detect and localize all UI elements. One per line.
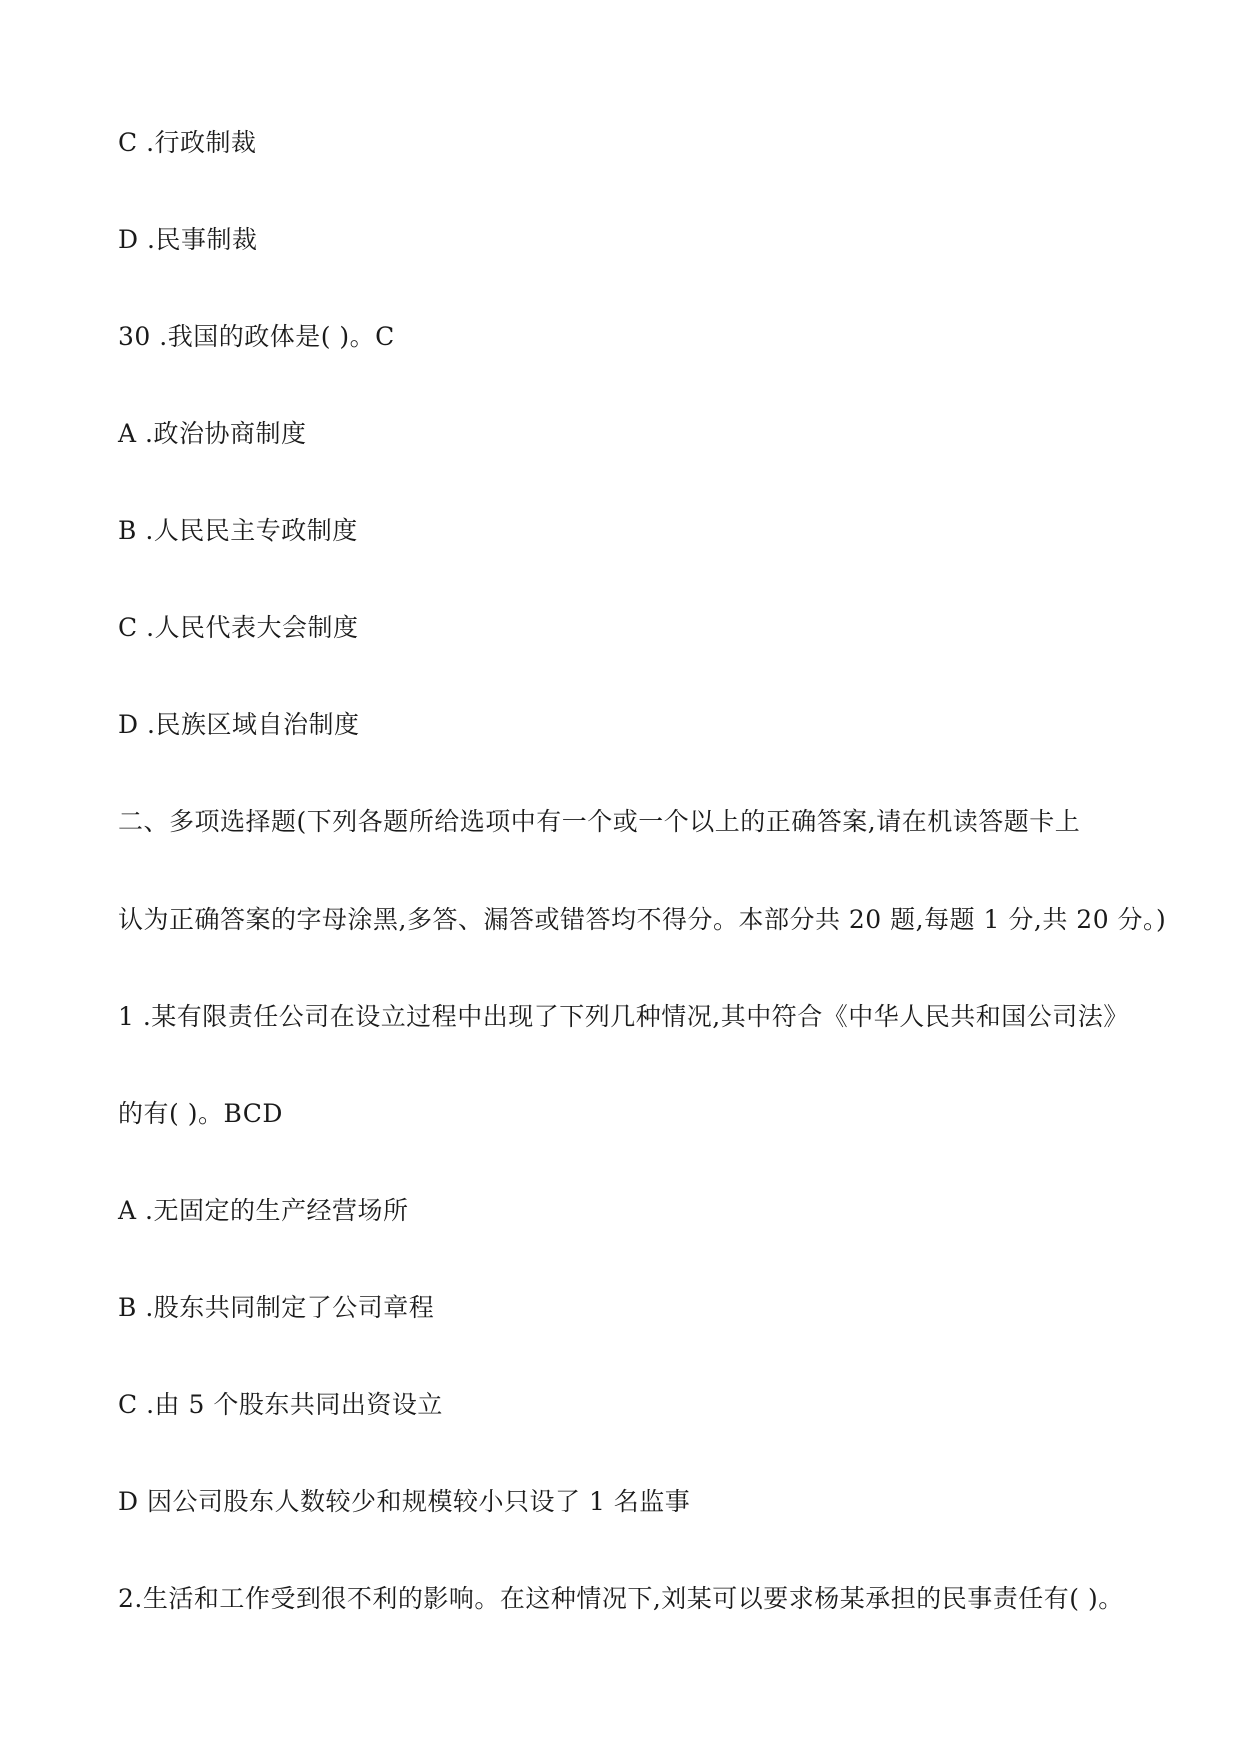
option-c-q1: C .由 5 个股东共同出资设立 bbox=[118, 1390, 443, 1419]
question-1-line-1: 1 .某有限责任公司在设立过程中出现了下列几种情况,其中符合《中华人民共和国公司法》 bbox=[118, 1002, 1129, 1031]
question-1-line-2: 的有( )。BCD bbox=[118, 1099, 283, 1128]
option-d-q29: D .民事制裁 bbox=[118, 225, 258, 254]
question-2: 2.生活和工作受到很不利的影响。在这种情况下,刘某可以要求杨某承担的民事责任有( )。 bbox=[118, 1584, 1124, 1613]
option-a-q30: A .政治协商制度 bbox=[118, 419, 307, 448]
option-d-q1: D 因公司股东人数较少和规模较小只设了 1 名监事 bbox=[118, 1487, 691, 1516]
section-instructions: 认为正确答案的字母涂黑,多答、漏答或错答均不得分。本部分共 20 题,每题 1 分,共 20 分。) bbox=[118, 905, 1167, 934]
section-heading-multiple-choice: 二、多项选择题(下列各题所给选项中有一个或一个以上的正确答案,请在机读答题卡上 bbox=[118, 807, 1081, 836]
option-d-q30: D .民族区域自治制度 bbox=[118, 710, 360, 739]
option-a-q1: A .无固定的生产经营场所 bbox=[118, 1196, 409, 1225]
option-b-q1: B .股东共同制定了公司章程 bbox=[118, 1293, 435, 1322]
option-c-q30: C .人民代表大会制度 bbox=[118, 613, 359, 642]
question-30: 30 .我国的政体是( )。C bbox=[118, 322, 395, 351]
option-c-q29: C .行政制裁 bbox=[118, 128, 257, 157]
option-b-q30: B .人民民主专政制度 bbox=[118, 516, 358, 545]
